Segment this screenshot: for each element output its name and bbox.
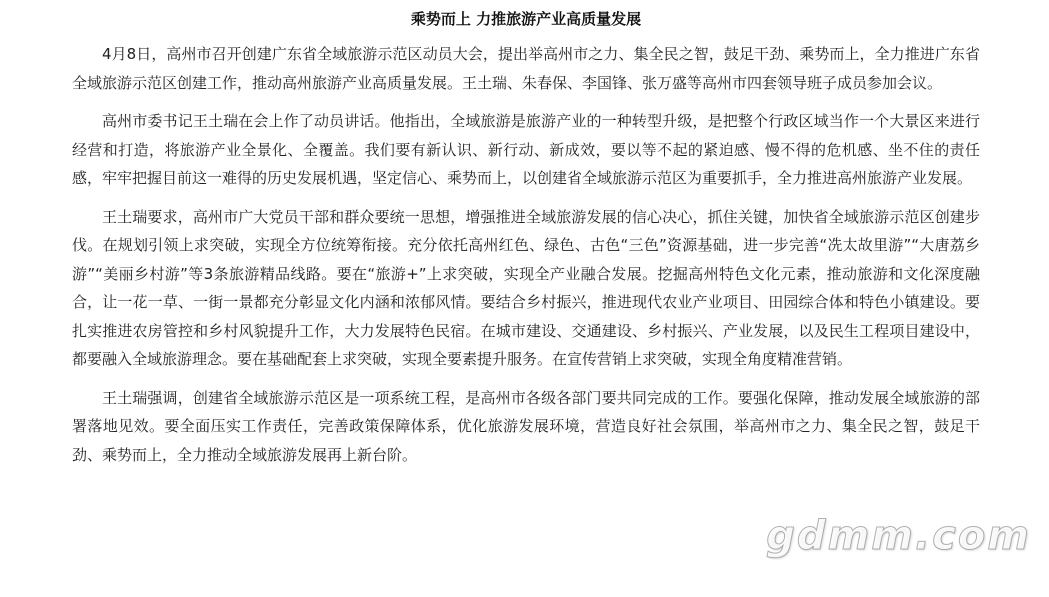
- article-paragraph-3: 王土瑞要求，高州市广大党员干部和群众要统一思想，增强推进全域旅游发展的信心决心，抓住关键，加快省全域旅游示范区创建步伐。在规划引领上求突破，实现全方位统筹衔接。充分依托高州红色、绿色、古色“三色”资源基础，进一步完善“冼太故里游”“大唐荔乡游”“美丽乡村游”等3条旅游精品线路。要在“旅游+”上求突破，实现全产业融合发展。挖掘高州特色文化元素，推动旅游和文化深度融合，让一花一草、一街一景都充分彰显文化内涵和浓郁风情。要结合乡村振兴，推进现代农业产业项目、田园综合体和特色小镇建设。要扎实推进农房管控和乡村风貌提升工作，大力发展特色民宿。在城市建设、交通建设、乡村振兴、产业发展，以及民生工程项目建设中，都要融入全域旅游理念。要在基础配套上求突破，实现全要素提升服务。在宣传营销上求突破，实现全角度精准营销。: [72, 207, 980, 368]
- article-paragraph-1: 4月8日，高州市召开创建广东省全域旅游示范区动员大会，提出举高州市之力、集全民之智，鼓足干劲、乘势而上，全力推进广东省全域旅游示范区创建工作，推动高州旅游产业高质量发展。王土瑞、朱春保、李国锋、张万盛等高州市四套领导班子成员参加会议。: [72, 45, 980, 92]
- article-paragraph-2: 高州市委书记王土瑞在会上作了动员讲话。他指出，全域旅游是旅游产业的一种转型升级，是把整个行政区域当作一个大景区来进行经营和打造，将旅游产业全景化、全覆盖。我们要有新认识、新行动、新成效，要以等不起的紧迫感、慢不得的危机感、坐不住的责任感，牢牢把握目前这一难得的历史发展机遇，坚定信心、乘势而上，以创建省全域旅游示范区为重要抓手，全力推进高州旅游产业发展。: [72, 112, 980, 187]
- article-paragraph-4: 王土瑞强调，创建省全域旅游示范区是一项系统工程，是高州市各级各部门要共同完成的工作。要强化保障，推动发展全域旅游的部署落地见效。要全面压实工作责任，完善政策保障体系，优化旅游发展环境，营造良好社会氛围，举高州市之力、集全民之智，鼓足干劲、乘势而上，全力推动全域旅游发展再上新台阶。: [72, 388, 980, 464]
- article-title: 乘势而上 力推旅游产业高质量发展: [410, 10, 642, 28]
- site-watermark: gdmm.com: [766, 513, 1031, 559]
- article: [72, 6, 980, 479]
